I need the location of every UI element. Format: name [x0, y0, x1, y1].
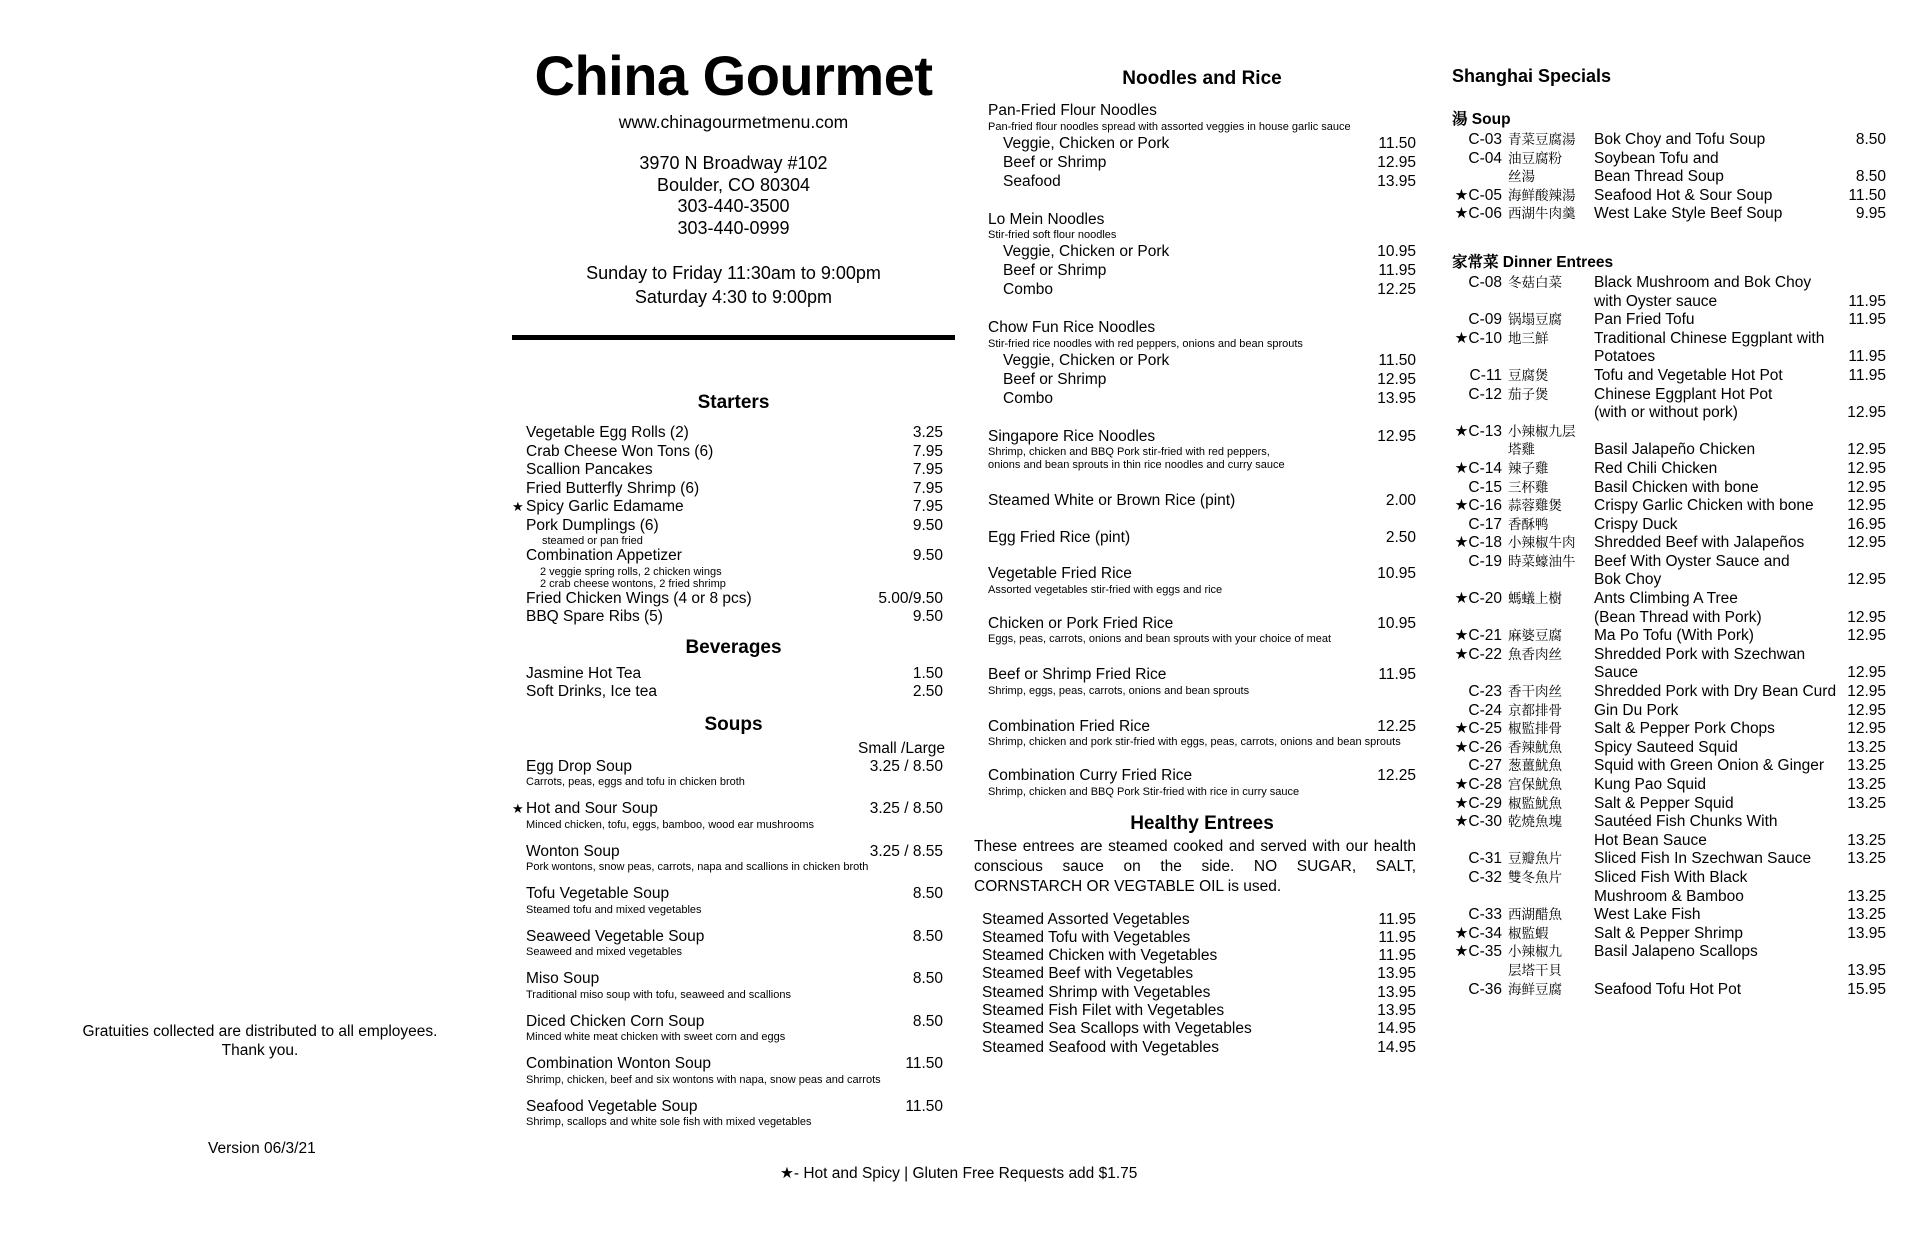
list-item: Diced Chicken Corn Soup 8.50 Minced white meat chicken with sweet corn and eggs	[526, 1012, 943, 1043]
list-item: Scallion Pancakes 7.95	[526, 461, 943, 478]
item-en: Tofu and Vegetable Hot Pot	[1594, 366, 1783, 384]
item-zh: 麻婆豆腐	[1508, 628, 1562, 645]
list-item: Wonton Soup 3.25 / 8.55 Pork wontons, snow peas, carrots, napa and scallions in chicken broth	[526, 842, 943, 873]
item-en: Mushroom & Bamboo	[1594, 887, 1744, 905]
item-code: ★C-10	[1454, 329, 1502, 347]
item-en: (with or without pork)	[1594, 404, 1738, 422]
item-code: C-12	[1468, 385, 1502, 403]
list-item: Steamed Assorted Vegetables 11.95	[982, 910, 1416, 928]
item-en: Spicy Sauteed Squid	[1594, 738, 1738, 756]
item-zh: 地三鮮	[1508, 330, 1549, 347]
list-item: Steamed Chicken with Vegetables 11.95	[982, 947, 1416, 965]
item-code: C-03	[1468, 131, 1502, 148]
item-en: Ma Po Tofu (With Pork)	[1594, 627, 1754, 645]
item-code: ★C-26	[1454, 738, 1502, 756]
menu-item: Lo Mein Noodles Stir-fried soft flour noodles Veggie, Chicken or Pork 10.95 Beef or Shrimp 11.95 Combo 12.25	[988, 210, 1416, 298]
item-zh: 香干肉丝	[1508, 684, 1562, 701]
item-en: West Lake Style Beef Soup	[1594, 205, 1783, 223]
soups-list	[512, 758, 955, 1129]
item-price: 12.95	[1847, 608, 1886, 626]
list-item: Pork Dumplings (6) 9.50	[526, 516, 943, 534]
list-item	[1452, 813, 1886, 832]
list-item: Egg Drop Soup 3.25 / 8.50 Carrots, peas, eggs and tofu in chicken broth	[526, 757, 943, 788]
list-item: Miso Soup 8.50 Traditional miso soup with tofu, seaweed and scallions	[526, 970, 943, 1001]
gratuity-line-2: Thank you.	[221, 1042, 299, 1059]
item-code: ★C-06	[1454, 205, 1502, 223]
item-zh: 香酥鸭	[1508, 516, 1549, 533]
list-item	[1452, 627, 1886, 646]
menu-item: Egg Fried Rice (pint) 2.50	[988, 528, 1416, 546]
item-zh: 茄子煲	[1508, 386, 1549, 403]
item-price: 11.95	[1848, 366, 1886, 384]
item-code: C-33	[1468, 906, 1502, 924]
healthy-description: These entrees are steamed cooked and served with our health conscious sauce on the side. NO SUGAR, SALT, CORNSTARCH OR VEGTABLE OIL is used.	[974, 837, 1416, 895]
item-price: 12.95	[1847, 404, 1886, 422]
list-item	[1452, 609, 1886, 628]
list-item: Steamed Beef with Vegetables 13.95	[982, 965, 1416, 983]
item-code: C-11	[1469, 366, 1502, 384]
starters-list	[512, 424, 955, 627]
item-code: ★C-20	[1454, 590, 1502, 608]
item-zh: 香辣魷魚	[1508, 739, 1562, 756]
item-price: 13.25	[1847, 738, 1886, 756]
item-code: C-27	[1468, 757, 1502, 775]
item-zh: 层塔干貝	[1508, 962, 1562, 979]
entrees-subtitle: 家常菜 Dinner Entrees	[1452, 253, 1614, 271]
item-code: ★C-18	[1454, 534, 1502, 552]
item-en: Sauce	[1594, 664, 1638, 682]
item-en: Pan Fried Tofu	[1594, 311, 1695, 329]
item-en: Shredded Pork with Dry Bean Curd	[1594, 683, 1837, 701]
item-en: Sliced Fish With Black	[1594, 868, 1748, 886]
item-zh: 螞蟻上樹	[1508, 591, 1562, 608]
item-en: Kung Pao Squid	[1594, 776, 1707, 793]
column-header-starters-soups	[512, 44, 955, 1128]
item-en: Squid with Green Onion & Ginger	[1594, 757, 1825, 775]
website-link[interactable]: www.chinagourmetmenu.com	[618, 112, 849, 132]
item-zh: 宫保魷魚	[1508, 777, 1562, 793]
item-zh: 锅塌豆腐	[1508, 312, 1562, 329]
item-en: Sautéed Fish Chunks With	[1594, 813, 1778, 831]
list-item: Steamed Sea Scallops with Vegetables 14.95	[982, 1020, 1416, 1038]
starters-title: Starters	[697, 392, 770, 413]
item-price: 12.95	[1847, 571, 1886, 589]
item-zh: 椒監蝦	[1508, 925, 1549, 942]
item-code: C-19	[1468, 552, 1502, 570]
item-price: 12.95	[1847, 627, 1886, 645]
item-price: 13.25	[1847, 794, 1886, 812]
item-price: 8.50	[1855, 131, 1886, 148]
list-item	[1452, 943, 1886, 962]
item-price: 13.25	[1847, 887, 1886, 905]
beverages-list	[512, 665, 955, 702]
item-en: Salt & Pepper Pork Chops	[1594, 720, 1775, 738]
list-item	[1452, 962, 1886, 981]
item-zh: 京都排骨	[1508, 702, 1562, 719]
list-item	[1452, 534, 1886, 553]
phone-number: 303-440-3500	[677, 196, 790, 216]
item-price: 13.25	[1847, 831, 1886, 849]
menu-item: Chow Fun Rice Noodles Stir-fried rice noodles with red peppers, onions and bean sprouts Veggie, Chicken or Pork 11.50 Beef or Shrimp 12.95 Combo 13.95	[988, 319, 1416, 407]
item-zh: 魚香肉丝	[1508, 646, 1562, 663]
item-note: steamed or pan fried	[542, 535, 643, 547]
list-item	[1452, 832, 1886, 851]
gratuity-note	[60, 1022, 460, 1060]
item-en: Basil Chicken with bone	[1594, 478, 1759, 496]
item-zh: 丝湯	[1508, 169, 1535, 186]
item-zh: 三杯雞	[1508, 479, 1549, 496]
item-en: Ants Climbing A Tree	[1594, 590, 1738, 608]
hot-spicy-icon: ★	[512, 801, 524, 816]
item-en: Traditional Chinese Eggplant with	[1594, 329, 1825, 347]
item-code: ★C-05	[1454, 186, 1502, 204]
healthy-list	[980, 911, 1416, 1057]
item-price: 12.95	[1847, 720, 1886, 738]
list-item: Tofu Vegetable Soup 8.50 Steamed tofu and mixed vegetables	[526, 885, 943, 916]
item-price: 11.95	[1848, 311, 1886, 329]
item-en: Chinese Eggplant Hot Pot	[1594, 385, 1773, 403]
item-en: Basil Jalapeño Chicken	[1594, 441, 1756, 459]
item-code: C-15	[1468, 478, 1502, 496]
item-price: 13.95	[1847, 961, 1886, 979]
item-code: ★C-29	[1454, 794, 1502, 812]
item-zh: 冬菇白菜	[1508, 274, 1562, 291]
item-code: ★C-22	[1454, 645, 1502, 663]
menu-item: Combination Fried Rice 12.25 Shrimp, chicken and pork stir-fried with eggs, peas, carrots, onions and bean sprouts	[988, 717, 1416, 748]
list-item: Vegetable Egg Rolls (2) 3.25	[526, 424, 943, 441]
item-en: Shredded Beef with Jalapeños	[1594, 534, 1805, 552]
item-price: 12.95	[1847, 683, 1886, 701]
list-item	[1452, 720, 1886, 739]
item-code: C-23	[1468, 683, 1502, 701]
item-zh: 小辣椒牛肉	[1508, 535, 1576, 552]
list-item	[1452, 330, 1886, 349]
item-en: West Lake Fish	[1594, 906, 1701, 924]
item-price: 12.95	[1847, 478, 1886, 496]
list-item: Seafood Vegetable Soup 11.50 Shrimp, scallops and white sole fish with mixed vegetables	[526, 1097, 943, 1128]
list-item: Steamed Seafood with Vegetables 14.95	[982, 1038, 1416, 1056]
item-code: C-32	[1468, 868, 1502, 886]
list-item: Jasmine Hot Tea 1.50	[526, 664, 943, 682]
list-item	[1452, 869, 1886, 888]
list-item	[1452, 683, 1886, 702]
list-item: Steamed Shrimp with Vegetables 13.95	[982, 983, 1416, 1001]
address-line: Boulder, CO 80304	[656, 174, 811, 195]
item-zh: 西湖牛肉羹	[1508, 206, 1576, 223]
item-price: 16.95	[1847, 515, 1886, 533]
item-price: 11.95	[1848, 292, 1886, 310]
list-item: ★ Spicy Garlic Edamame 7.95	[512, 498, 943, 515]
menu-item: Vegetable Fried Rice 10.95 Assorted vegetables stir-fried with eggs and rice	[988, 565, 1416, 596]
soups-title: Soups	[704, 713, 763, 735]
item-price: 9.95	[1855, 205, 1886, 223]
item-en: Crispy Duck	[1594, 515, 1678, 533]
item-en: Shredded Pork with Szechwan	[1594, 645, 1806, 663]
list-item: Fried Butterfly Shrimp (6) 7.95	[526, 479, 943, 497]
list-item	[1452, 441, 1886, 460]
item-en: Hot Bean Sauce	[1594, 831, 1707, 849]
menu-item: Combination Curry Fried Rice 12.25 Shrimp, chicken and BBQ Pork Stir-fried with rice in curry sauce	[988, 767, 1416, 798]
item-en: (Bean Thread with Pork)	[1594, 608, 1762, 626]
item-en: Salt & Pepper Squid	[1594, 794, 1734, 812]
item-zh: 辣子雞	[1508, 460, 1549, 477]
item-en: Soybean Tofu and	[1594, 149, 1719, 167]
list-item	[1452, 479, 1886, 498]
menu-item: Steamed White or Brown Rice (pint) 2.00	[988, 492, 1416, 509]
item-price: 12.95	[1847, 497, 1886, 515]
item-zh: 豆瓣魚片	[1508, 851, 1562, 868]
item-en: Crispy Garlic Chicken with bone	[1594, 497, 1814, 515]
item-en: with Oyster sauce	[1594, 292, 1718, 310]
column-noodles-healthy	[974, 68, 1416, 1057]
item-zh: 青菜豆腐湯	[1508, 132, 1576, 148]
item-en: Red Chili Chicken	[1594, 459, 1718, 477]
list-item	[1452, 274, 1886, 293]
shanghai-entree-list	[1452, 274, 1886, 999]
item-price: 12.95	[1847, 701, 1886, 719]
item-zh: 乾燒魚塊	[1508, 814, 1562, 831]
menu-item: Pan-Fried Flour Noodles Pan-fried flour noodles spread with assorted veggies in house garlic sauce Veggie, Chicken or Pork 11.50 Beef or Shrimp 12.95 Seafood 13.95	[988, 102, 1416, 190]
list-item	[1452, 423, 1886, 442]
item-code: C-24	[1468, 701, 1502, 719]
list-item	[1452, 646, 1886, 665]
list-item	[1452, 516, 1886, 535]
hot-spicy-icon: ★	[512, 499, 524, 514]
list-item	[1452, 497, 1886, 516]
item-price: 15.95	[1847, 980, 1886, 998]
item-en: Beef With Oyster Sauce and	[1594, 552, 1790, 570]
list-item	[1452, 460, 1886, 479]
item-zh: 小辣椒九层	[1508, 423, 1576, 440]
shanghai-title: Shanghai Specials	[1452, 66, 1612, 86]
item-code: ★C-35	[1454, 943, 1502, 961]
item-en: Bok Choy and Tofu Soup	[1594, 131, 1766, 148]
item-zh: 葱薑魷魚	[1508, 758, 1562, 775]
list-item	[1452, 386, 1886, 405]
list-item	[1452, 702, 1886, 721]
hours-block	[512, 261, 955, 309]
item-en: Gin Du Pork	[1594, 701, 1679, 719]
item-price: 11.50	[1848, 186, 1886, 204]
list-item: Crab Cheese Won Tons (6) 7.95	[526, 442, 943, 460]
list-item: Combination Appetizer 9.50	[526, 547, 943, 564]
item-code: ★C-21	[1454, 627, 1502, 645]
list-item	[1452, 906, 1886, 925]
item-zh: 西湖醋魚	[1508, 907, 1562, 924]
item-en: Seafood Hot & Sour Soup	[1594, 186, 1773, 204]
item-code: C-31	[1468, 850, 1502, 868]
item-zh: 小辣椒九	[1508, 944, 1562, 961]
list-item	[1452, 739, 1886, 758]
list-item: Steamed Fish Filet with Vegetables 13.95	[982, 1001, 1416, 1019]
item-zh: 海鲜酸辣湯	[1508, 187, 1576, 204]
list-item	[1452, 293, 1886, 312]
item-price: 13.25	[1847, 906, 1886, 924]
item-en: Seafood Tofu Hot Pot	[1594, 980, 1742, 998]
list-item	[1452, 404, 1886, 423]
item-note: 2 crab cheese wontons, 2 fried shrimp	[540, 577, 726, 590]
list-item: Steamed Tofu with Vegetables 11.95	[982, 928, 1416, 946]
item-zh: 椒監排骨	[1508, 721, 1562, 738]
item-zh: 椒監魷魚	[1508, 795, 1562, 812]
list-item	[1452, 150, 1886, 169]
restaurant-title: China Gourmet	[534, 44, 933, 107]
item-zh: 時菜蠔油牛	[1508, 553, 1576, 570]
list-item	[1452, 888, 1886, 907]
item-code: ★C-30	[1454, 813, 1502, 831]
soup-subtitle: 湯 Soup	[1452, 111, 1511, 128]
list-item	[1452, 925, 1886, 944]
list-item: BBQ Spare Ribs (5) 9.50	[526, 608, 943, 625]
column-shanghai-specials	[1452, 66, 1886, 999]
healthy-title: Healthy Entrees	[1130, 812, 1274, 834]
item-en: Basil Jalapeno Scallops	[1594, 943, 1758, 961]
item-price: 8.50	[1855, 168, 1886, 186]
size-header: Small /Large	[857, 739, 945, 757]
item-code: ★C-28	[1454, 776, 1502, 793]
item-zh: 油豆腐粉	[1508, 150, 1562, 167]
item-price: 13.25	[1847, 757, 1886, 775]
list-item	[1452, 850, 1886, 869]
list-item	[1452, 311, 1886, 330]
item-code: C-09	[1468, 311, 1502, 329]
phone-number: 303-440-0999	[677, 217, 790, 238]
item-note: 2 veggie spring rolls, 2 chicken wings	[540, 565, 722, 578]
item-zh: 塔雞	[1508, 442, 1535, 459]
list-item	[1452, 776, 1886, 795]
item-en: Salt & Pepper Shrimp	[1594, 924, 1744, 942]
menu-item: Chicken or Pork Fried Rice 10.95 Eggs, peas, carrots, onions and bean sprouts with your choice of meat	[988, 614, 1416, 645]
list-item	[1452, 981, 1886, 1000]
item-price: 12.95	[1847, 664, 1886, 682]
gratuity-line-1: Gratuities collected are distributed to all employees.	[82, 1023, 438, 1040]
list-item	[1452, 795, 1886, 814]
item-en: Potatoes	[1594, 348, 1656, 366]
list-item	[1452, 367, 1886, 386]
item-price: 11.95	[1848, 348, 1886, 366]
item-code: ★C-34	[1454, 924, 1502, 942]
address-line: 3970 N Broadway #102	[639, 153, 828, 173]
item-price: 12.95	[1847, 459, 1886, 477]
list-item	[1452, 187, 1886, 206]
list-item: ★ Hot and Sour Soup 3.25 / 8.50 Minced chicken, tofu, eggs, bamboo, wood ear mushrooms	[512, 800, 943, 831]
list-item	[1452, 205, 1886, 224]
list-item	[1452, 590, 1886, 609]
item-price: 13.25	[1847, 850, 1886, 868]
item-zh: 蒜蓉雞煲	[1508, 498, 1562, 515]
hours-line: Saturday 4:30 to 9:00pm	[634, 287, 833, 307]
list-item: Seaweed Vegetable Soup 8.50 Seaweed and mixed vegetables	[526, 927, 943, 958]
list-item	[1452, 757, 1886, 776]
beverages-title: Beverages	[685, 636, 782, 658]
list-item: Fried Chicken Wings (4 or 8 pcs) 5.00/9.50	[526, 589, 943, 607]
item-code: ★C-13	[1454, 422, 1502, 440]
list-item	[1452, 131, 1886, 150]
item-price: 12.95	[1847, 441, 1886, 459]
item-en: Black Mushroom and Bok Choy	[1594, 273, 1812, 291]
item-en: Bok Choy	[1594, 571, 1662, 589]
noodles-title: Noodles and Rice	[1122, 68, 1282, 89]
item-code: ★C-16	[1454, 497, 1502, 515]
list-item	[1452, 168, 1886, 187]
item-price: 13.25	[1847, 776, 1886, 793]
list-item	[1452, 571, 1886, 590]
item-code: ★C-14	[1454, 459, 1502, 477]
list-item	[1452, 348, 1886, 367]
item-code: C-36	[1468, 980, 1502, 998]
shanghai-soup-list	[1452, 131, 1886, 224]
list-item: Soft Drinks, Ice tea 2.50	[526, 683, 943, 700]
item-code: ★C-25	[1454, 720, 1502, 738]
item-zh: 豆腐煲	[1508, 367, 1549, 384]
list-item	[1452, 553, 1886, 572]
menu-item: Beef or Shrimp Fried Rice 11.95 Shrimp, eggs, peas, carrots, onions and bean sprouts	[988, 666, 1416, 697]
item-price: 13.95	[1847, 924, 1886, 942]
item-code: C-04	[1468, 149, 1502, 167]
item-code: C-17	[1468, 515, 1502, 533]
hours-line: Sunday to Friday 11:30am to 9:00pm	[586, 263, 881, 283]
item-zh: 雙冬魚片	[1508, 869, 1562, 886]
version-label: Version 06/3/21	[208, 1140, 316, 1157]
list-item	[1452, 664, 1886, 683]
menu-item: Singapore Rice Noodles 12.95 Shrimp, chicken and BBQ Pork stir-fried with red peppers, onions and bean sprouts in thin rice noodles and curry sauce	[988, 427, 1416, 471]
list-item: Combination Wonton Soup 11.50 Shrimp, chicken, beef and six wontons with napa, snow peas and carrots	[526, 1055, 943, 1086]
item-en: Sliced Fish In Szechwan Sauce	[1594, 850, 1812, 868]
item-price: 12.95	[1847, 534, 1886, 552]
footer-note: ★- Hot and Spicy | Gluten Free Requests add $1.75	[780, 1165, 1138, 1182]
item-zh: 海鲜豆腐	[1508, 981, 1562, 998]
item-code: C-08	[1468, 273, 1502, 291]
item-en: Bean Thread Soup	[1594, 168, 1724, 186]
